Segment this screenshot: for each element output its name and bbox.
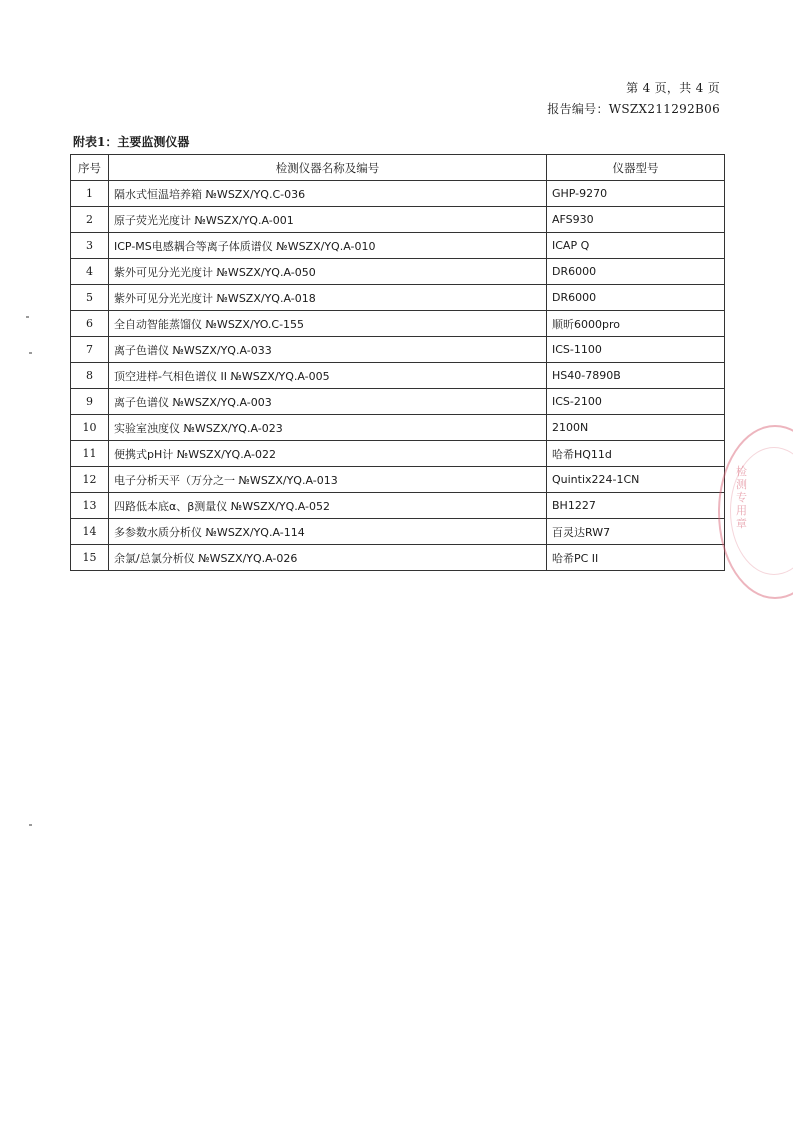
instrument-model: AFS930 [547, 207, 725, 233]
table-row [71, 181, 725, 207]
table-row [71, 493, 725, 519]
seal-text: 检测专用章 [736, 465, 747, 530]
instrument-model: GHP-9270 [547, 181, 725, 207]
table-row [71, 389, 725, 415]
row-index: 4 [71, 259, 109, 285]
table-row [71, 467, 725, 493]
instrument-model: DR6000 [547, 285, 725, 311]
instrument-name: 离子色谱仪 №WSZX/YQ.A-033 [109, 337, 547, 363]
row-index: 11 [71, 441, 109, 467]
page-number: 第 4 页，共 4 页 [626, 81, 720, 95]
instrument-model: 顺昕6000pro [547, 311, 725, 337]
table-row [71, 415, 725, 441]
row-index: 2 [71, 207, 109, 233]
table-row [71, 259, 725, 285]
instrument-name: 紫外可见分光光度计 №WSZX/YQ.A-018 [109, 285, 547, 311]
table-caption: 附表1：主要监测仪器 [73, 135, 190, 149]
row-index: 12 [71, 467, 109, 493]
table-row [71, 207, 725, 233]
table-row [71, 441, 725, 467]
instrument-name: 紫外可见分光光度计 №WSZX/YQ.A-050 [109, 259, 547, 285]
instrument-model: BH1227 [547, 493, 725, 519]
instrument-model: Quintix224-1CN [547, 467, 725, 493]
row-index: 5 [71, 285, 109, 311]
table-row [71, 545, 725, 571]
instrument-name: 便携式pH计 №WSZX/YQ.A-022 [109, 441, 547, 467]
col-header-index: 序号 [71, 155, 109, 181]
instrument-model: 哈希PC II [547, 545, 725, 571]
instrument-name: 实验室浊度仪 №WSZX/YQ.A-023 [109, 415, 547, 441]
row-index: 10 [71, 415, 109, 441]
row-index: 9 [71, 389, 109, 415]
table-row [71, 519, 725, 545]
seal-inner-ring [730, 447, 793, 575]
instrument-model: ICAP Q [547, 233, 725, 259]
table-row [71, 285, 725, 311]
instrument-name: 电子分析天平（万分之一 №WSZX/YQ.A-013 [109, 467, 547, 493]
instrument-model: ICS-1100 [547, 337, 725, 363]
table-header-row [71, 155, 725, 181]
instrument-model: 哈希HQ11d [547, 441, 725, 467]
scan-speck [29, 352, 32, 354]
instrument-model: DR6000 [547, 259, 725, 285]
row-index: 3 [71, 233, 109, 259]
instrument-model: HS40-7890B [547, 363, 725, 389]
instrument-name: 原子荧光光度计 №WSZX/YQ.A-001 [109, 207, 547, 233]
row-index: 1 [71, 181, 109, 207]
inspection-seal [718, 425, 793, 599]
row-index: 7 [71, 337, 109, 363]
instrument-name: ICP-MS电感耦合等离子体质谱仪 №WSZX/YQ.A-010 [109, 233, 547, 259]
col-header-instrument-name: 检测仪器名称及编号 [109, 155, 547, 181]
table-row [71, 311, 725, 337]
table-row [71, 233, 725, 259]
scan-speck [26, 316, 29, 318]
row-index: 14 [71, 519, 109, 545]
instrument-table [70, 154, 725, 571]
instrument-name: 全自动智能蒸馏仪 №WSZX/YO.C-155 [109, 311, 547, 337]
row-index: 15 [71, 545, 109, 571]
instrument-name: 隔水式恒温培养箱 №WSZX/YQ.C-036 [109, 181, 547, 207]
instrument-name: 余氯/总氯分析仪 №WSZX/YQ.A-026 [109, 545, 547, 571]
instrument-model: 2100N [547, 415, 725, 441]
report-number: 报告编号：WSZX211292B06 [547, 102, 720, 116]
instrument-name: 顶空进样-气相色谱仪 II №WSZX/YQ.A-005 [109, 363, 547, 389]
row-index: 8 [71, 363, 109, 389]
instrument-model: 百灵达RW7 [547, 519, 725, 545]
table-row [71, 363, 725, 389]
instrument-model: ICS-2100 [547, 389, 725, 415]
table-row [71, 337, 725, 363]
instrument-name: 多参数水质分析仪 №WSZX/YQ.A-114 [109, 519, 547, 545]
row-index: 13 [71, 493, 109, 519]
instrument-name: 离子色谱仪 №WSZX/YQ.A-003 [109, 389, 547, 415]
instrument-name: 四路低本底α、β测量仪 №WSZX/YQ.A-052 [109, 493, 547, 519]
col-header-model: 仪器型号 [547, 155, 725, 181]
row-index: 6 [71, 311, 109, 337]
scan-speck [29, 824, 32, 826]
